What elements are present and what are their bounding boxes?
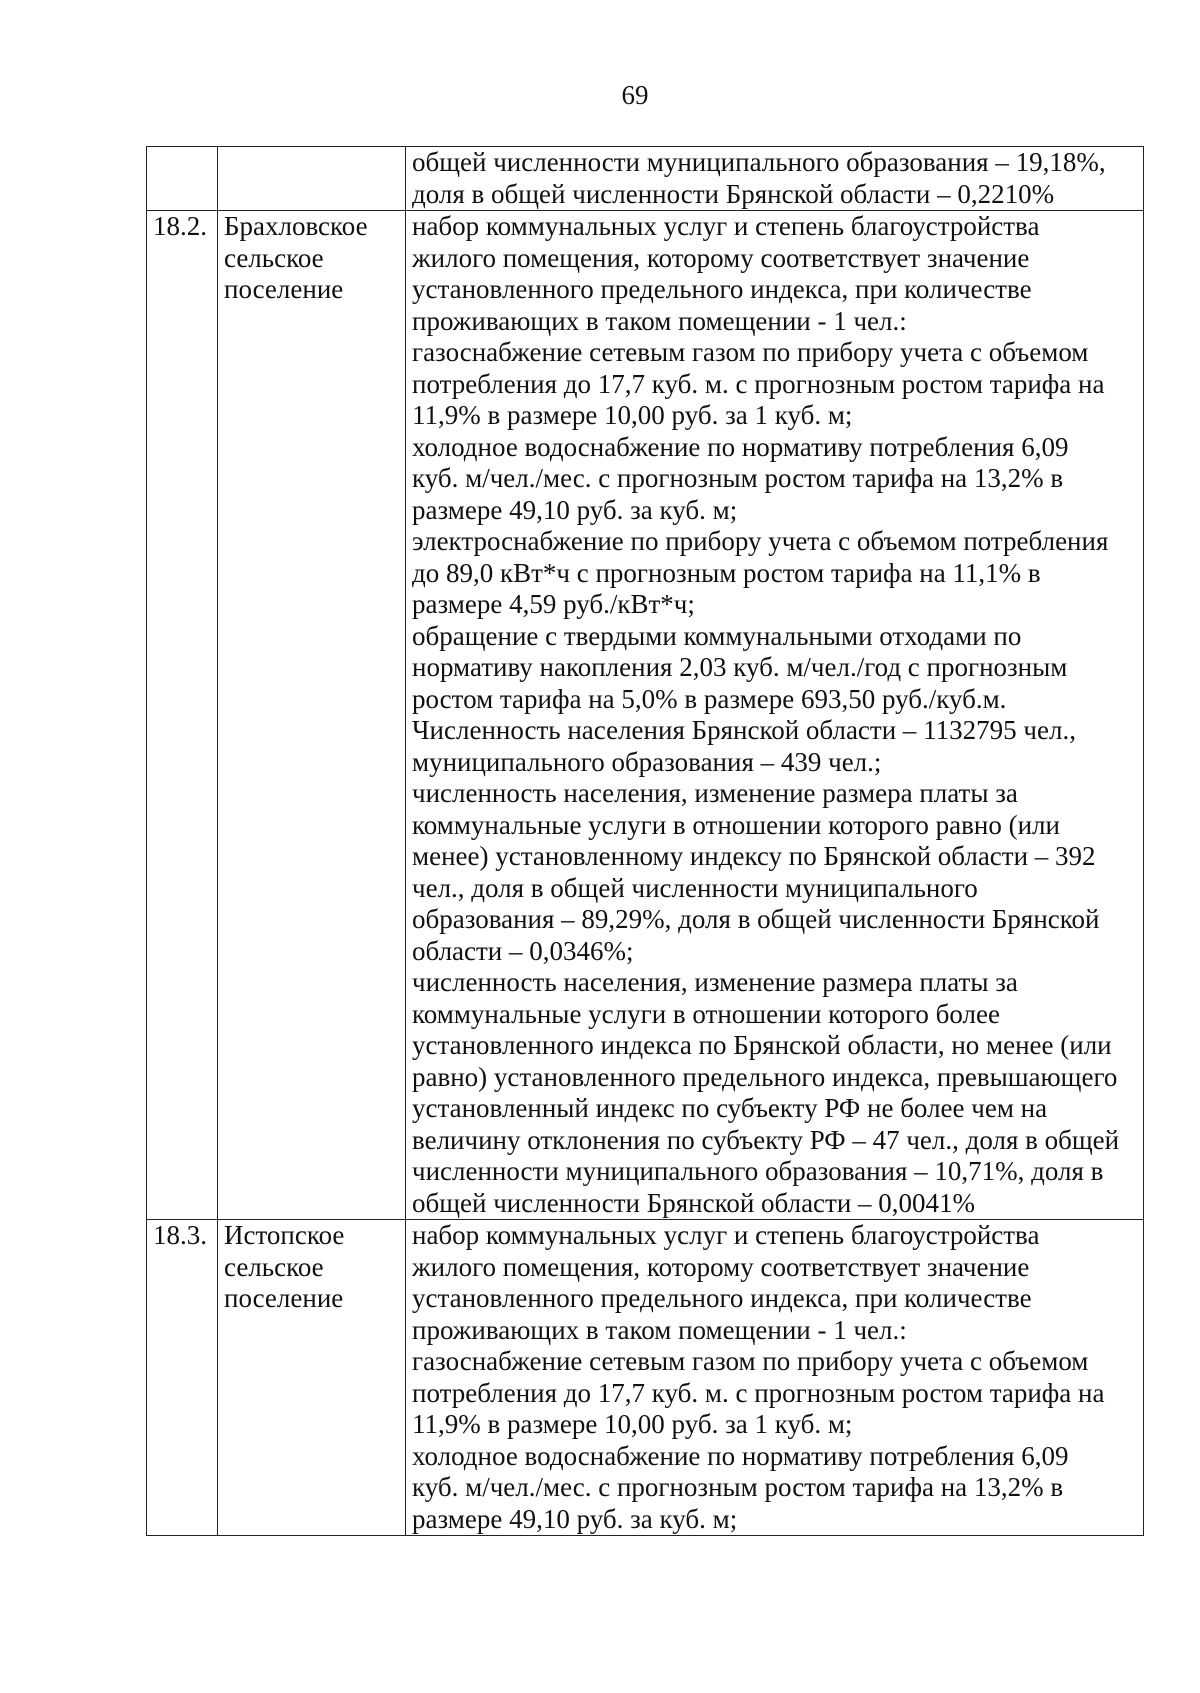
page-number: 69 (621, 80, 649, 110)
settlement-name-cell (218, 1220, 406, 1536)
description-line: установленный индекс по субъекту РФ не более чем на (412, 1093, 1048, 1123)
row-number-cell (147, 147, 218, 211)
description-line: коммунальные услуги в отношении которого более (412, 998, 1000, 1029)
description-line: потребления до 17,7 куб. м. с прогнозным ростом тарифа на (412, 1377, 1105, 1408)
description-line: 11,9% в размере 10,00 руб. за 1 куб. м; (412, 1409, 853, 1439)
table-row (147, 1220, 1144, 1536)
description-line: газоснабжение сетевым газом по прибору учета с объемом (412, 337, 1089, 367)
description-line: размере 4,59 руб./кВт*ч; (412, 589, 695, 619)
description-line: установленного индекса по Брянской области, но менее (или (412, 1030, 1112, 1060)
description-line: ростом тарифа на 5,0% в размере 693,50 руб./куб.м. (412, 683, 1007, 714)
description-line: жилого помещения, которому соответствует значение (412, 1251, 1030, 1282)
description-line: коммунальные услуги в отношении которого равно (или (412, 809, 1060, 840)
description-line: проживающих в таком помещении - 1 чел.: (412, 1314, 907, 1345)
description-line: куб. м/чел./мес. с прогнозным ростом тарифа на 13,2% в (412, 463, 1064, 493)
description-line: потребления до 17,7 куб. м. с прогнозным ростом тарифа на (412, 368, 1105, 399)
description-line: холодное водоснабжение по нормативу потребления 6,09 (412, 1440, 1069, 1471)
description-line: набор коммунальных услуг и степень благоустройства (412, 211, 1040, 241)
description-line: газоснабжение сетевым газом по прибору учета с объемом (412, 1346, 1089, 1376)
settlement-name-line: поселение (224, 274, 344, 304)
settlement-name-line: поселение (224, 1283, 344, 1313)
row-number-cell (147, 211, 218, 1220)
description-line: размере 49,10 руб. за куб. м; (412, 1503, 738, 1534)
tariff-table (146, 146, 1144, 1536)
description-line: общей численности Брянской области – 0,0041% (412, 1187, 976, 1218)
settlement-name-line: Истопское (224, 1220, 345, 1250)
settlement-name-line: сельское (224, 242, 324, 273)
description-line: общей численности муниципального образования – 19,18%, (412, 147, 1106, 177)
row-number: 18.3. (153, 1220, 207, 1250)
description-line: равно) установленного предельного индекса, превышающего (412, 1061, 1118, 1092)
description-line: обращение с твердыми коммунальными отходами по (412, 620, 1022, 651)
settlement-name-cell (218, 211, 406, 1220)
settlement-name-cell (218, 147, 406, 211)
description-line: величину отклонения по субъекту РФ – 47 чел., доля в общей (412, 1124, 1120, 1155)
description-line: установленного предельного индекса, при количестве (412, 1283, 1032, 1313)
description-line: чел., доля в общей численности муниципального (412, 872, 978, 903)
description-line: установленного предельного индекса, при количестве (412, 274, 1032, 304)
description-cell (406, 147, 1144, 211)
description-line: численность населения, изменение размера платы за (412, 778, 1018, 808)
description-line: численности муниципального образования – 10,71%, доля в (412, 1156, 1104, 1186)
description-line: холодное водоснабжение по нормативу потребления 6,09 (412, 431, 1069, 462)
description-cell (406, 1220, 1144, 1536)
description-line: электроснабжение по прибору учета с объемом потребления (412, 526, 1109, 556)
tariff-table-body (147, 147, 1144, 1536)
description-line: нормативу накопления 2,03 куб. м/чел./год с прогнозным (412, 652, 1068, 682)
table-row (147, 147, 1144, 211)
description-line: муниципального образования – 439 чел.; (412, 746, 882, 777)
description-line: размере 49,10 руб. за куб. м; (412, 494, 738, 525)
row-number: 18.2. (153, 211, 207, 241)
description-line: численность населения, изменение размера платы за (412, 967, 1018, 997)
table-row (147, 211, 1144, 1220)
row-number-cell (147, 1220, 218, 1536)
description-line: набор коммунальных услуг и степень благоустройства (412, 1220, 1040, 1250)
description-line: до 89,0 кВт*ч с прогнозным ростом тарифа на 11,1% в (412, 557, 1041, 588)
description-line: проживающих в таком помещении - 1 чел.: (412, 305, 907, 336)
settlement-name-line: сельское (224, 1251, 324, 1282)
description-line: менее) установленному индексу по Брянской области – 392 (412, 841, 1096, 871)
description-line: области – 0,0346%; (412, 935, 634, 966)
description-line: жилого помещения, которому соответствует значение (412, 242, 1030, 273)
description-line: образования – 89,29%, доля в общей численности Брянской (412, 904, 1100, 934)
description-line: куб. м/чел./мес. с прогнозным ростом тарифа на 13,2% в (412, 1472, 1064, 1502)
description-line: Численность населения Брянской области – 1132795 чел., (412, 715, 1076, 745)
settlement-name-line: Брахловское (224, 211, 368, 241)
description-line: доля в общей численности Брянской области – 0,2210% (412, 178, 1055, 209)
description-cell (406, 211, 1144, 1220)
description-line: 11,9% в размере 10,00 руб. за 1 куб. м; (412, 400, 853, 430)
